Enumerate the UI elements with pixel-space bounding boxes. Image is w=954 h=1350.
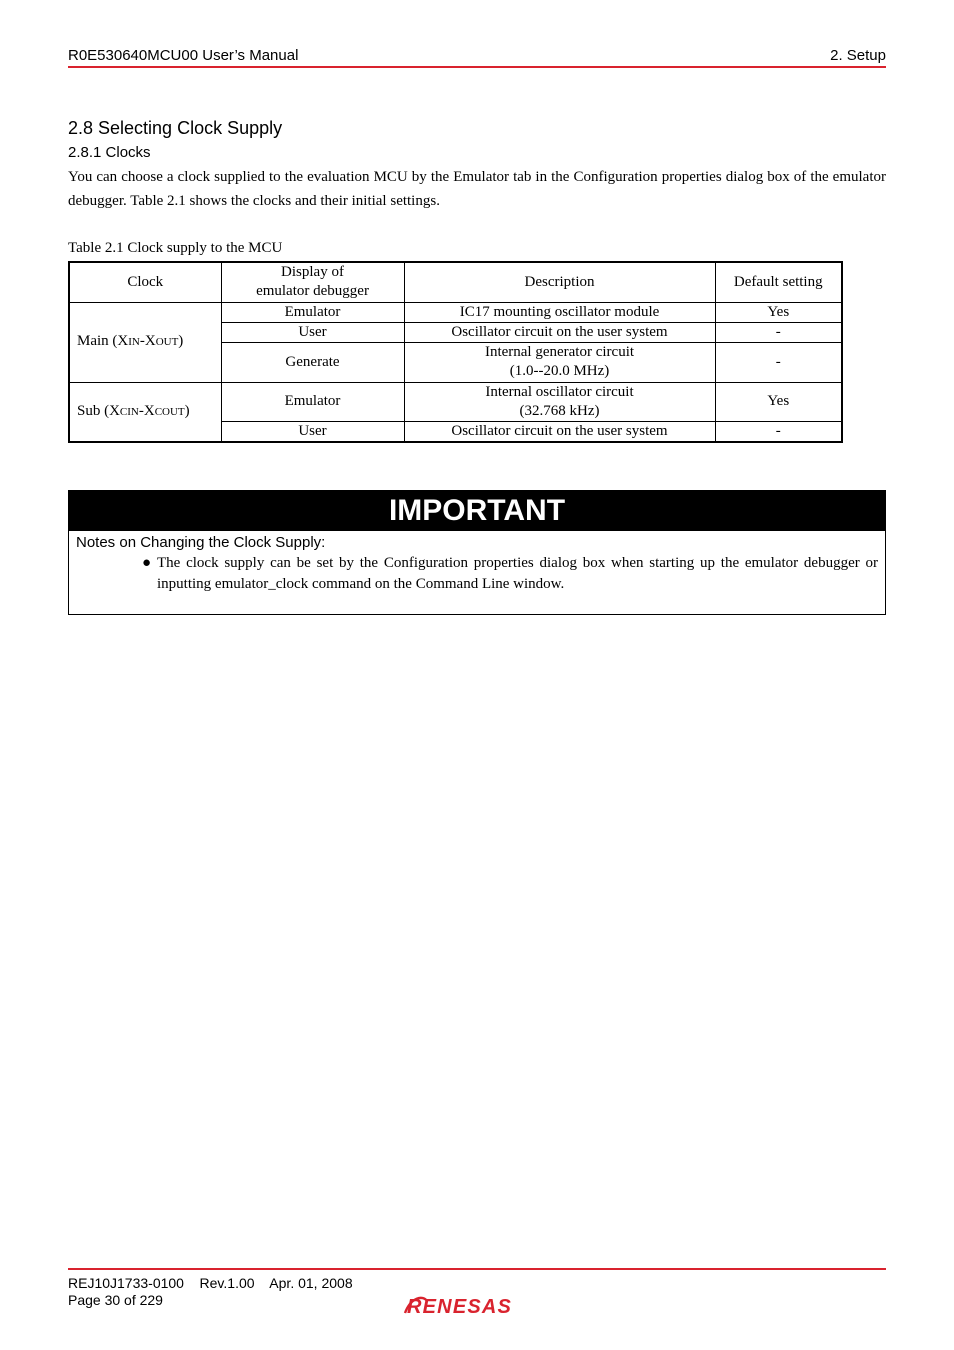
- body-paragraph: You can choose a clock supplied to the evaluation MCU by the Emulator tab in the Configuration properties dialog box of the emulator debugger. Table 2.1 shows the clocks and their initial settings.: [68, 169, 886, 209]
- description-cell: Oscillator circuit on the user system: [404, 322, 715, 342]
- display-cell: Generate: [221, 342, 404, 382]
- important-bullet: [142, 553, 878, 595]
- page-footer: [68, 1275, 353, 1309]
- footer-rule: [68, 1268, 886, 1270]
- default-cell: -: [715, 421, 842, 442]
- important-bullet-text: The clock supply can be set by the Configuration properties dialog box when starting up the emulator debugger or inputting emulator_clock command on the Command Line window.: [157, 555, 878, 592]
- col-header-default: Default setting: [715, 262, 842, 302]
- clock-main-label: Main (XIN-XOUT): [69, 302, 221, 382]
- display-cell: User: [221, 421, 404, 442]
- renesas-logo: [403, 1293, 553, 1324]
- table-caption: Table 2.1 Clock supply to the MCU: [68, 240, 283, 256]
- clock-sub-label: Sub (XCIN-XCOUT): [69, 382, 221, 442]
- col-header-display: [221, 262, 404, 302]
- default-cell: Yes: [715, 382, 842, 421]
- header-manual-title: R0E530640MCU00 User’s Manual: [68, 47, 299, 64]
- important-title: IMPORTANT: [69, 491, 885, 531]
- clock-supply-table: [68, 261, 843, 443]
- header-section: 2. Setup: [830, 47, 886, 64]
- display-cell: Emulator: [221, 302, 404, 322]
- default-cell: -: [715, 322, 842, 342]
- important-box: [68, 490, 886, 615]
- col-header-display-line1: Display of: [281, 264, 344, 281]
- subsection-title: 2.8.1 Clocks: [68, 144, 151, 161]
- table-header-row: [69, 262, 842, 302]
- description-cell: IC17 mounting oscillator module: [404, 302, 715, 322]
- display-cell: Emulator: [221, 382, 404, 421]
- description-cell: Internal generator circuit (1.0--20.0 MHz): [404, 342, 715, 382]
- table-row: [69, 302, 842, 322]
- table-row: [69, 382, 842, 421]
- logo-text: RENESAS: [407, 1296, 513, 1318]
- important-note-title: Notes on Changing the Clock Supply:: [76, 534, 326, 551]
- bullet-dot-icon: ●: [142, 555, 152, 571]
- col-header-description: Description: [404, 262, 715, 302]
- renesas-logo-icon: [403, 1293, 553, 1319]
- page-header: [68, 46, 886, 68]
- footer-page-number: Page 30 of 229: [68, 1292, 163, 1308]
- default-cell: Yes: [715, 302, 842, 322]
- col-header-display-line2: emulator debugger: [256, 283, 369, 300]
- description-cell: Internal oscillator circuit (32.768 kHz): [404, 382, 715, 421]
- display-cell: User: [221, 322, 404, 342]
- section-title: 2.8 Selecting Clock Supply: [68, 118, 283, 138]
- col-header-clock: Clock: [69, 262, 221, 302]
- footer-doc-info: REJ10J1733-0100 Rev.1.00 Apr. 01, 2008: [68, 1275, 353, 1291]
- description-cell: Oscillator circuit on the user system: [404, 421, 715, 442]
- default-cell: -: [715, 342, 842, 382]
